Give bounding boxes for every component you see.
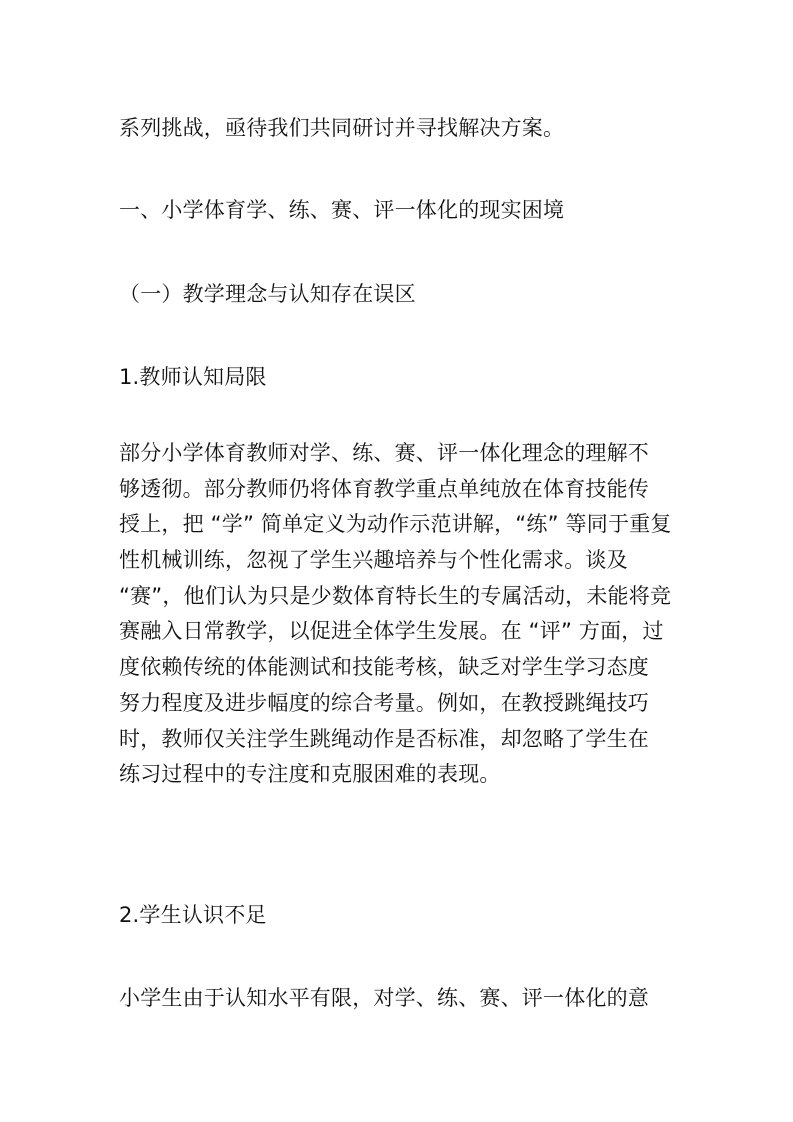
paragraph-line: 性机械训练，忽视了学生兴趣培养与个性化需求。谈及 [119,548,628,573]
paragraph-line: 度依赖传统的体能测试和技能考核，缺乏对学生学习态度 [119,655,649,680]
item1-heading: 1.教师认知局限 [119,365,267,389]
item2-paragraph-first-line: 小学生由于认知水平有限，对学、练、赛、评一体化的意 [119,986,649,1010]
paragraph-line: 努力程度及进步幅度的综合考量。例如，在教授跳绳技巧 [119,690,649,715]
paragraph-line: 部分小学体育教师对学、练、赛、评一体化理念的理解不 [119,441,649,465]
section-heading: 一、小学体育学、练、赛、评一体化的现实困境 [119,198,565,222]
paragraph-line: 时，教师仅关注学生跳绳动作是否标准，却忽略了学生在 [119,726,649,751]
intro-tail-text: 系列挑战，亟待我们共同研讨并寻找解决方案。 [119,116,565,140]
paragraph-line: 赛融入日常教学，以促进全体学生发展。在 “评” 方面，过 [119,619,664,644]
paragraph-line: 够透彻。部分教师仍将体育教学重点单纯放在体育技能传 [119,476,649,501]
paragraph-line: 练习过程中的专注度和克服困难的表现。 [119,762,501,787]
paragraph-line: “赛”，他们认为只是少数体育特长生的专属活动，未能将竞 [119,583,672,608]
paragraph-line: 授上，把 “学” 简单定义为动作示范讲解，“练” 等同于重复 [119,512,672,537]
item1-paragraph [119,436,679,793]
item2-heading: 2.学生认识不足 [119,903,267,927]
subsection-heading: （一）教学理念与认知存在误区 [119,282,416,306]
